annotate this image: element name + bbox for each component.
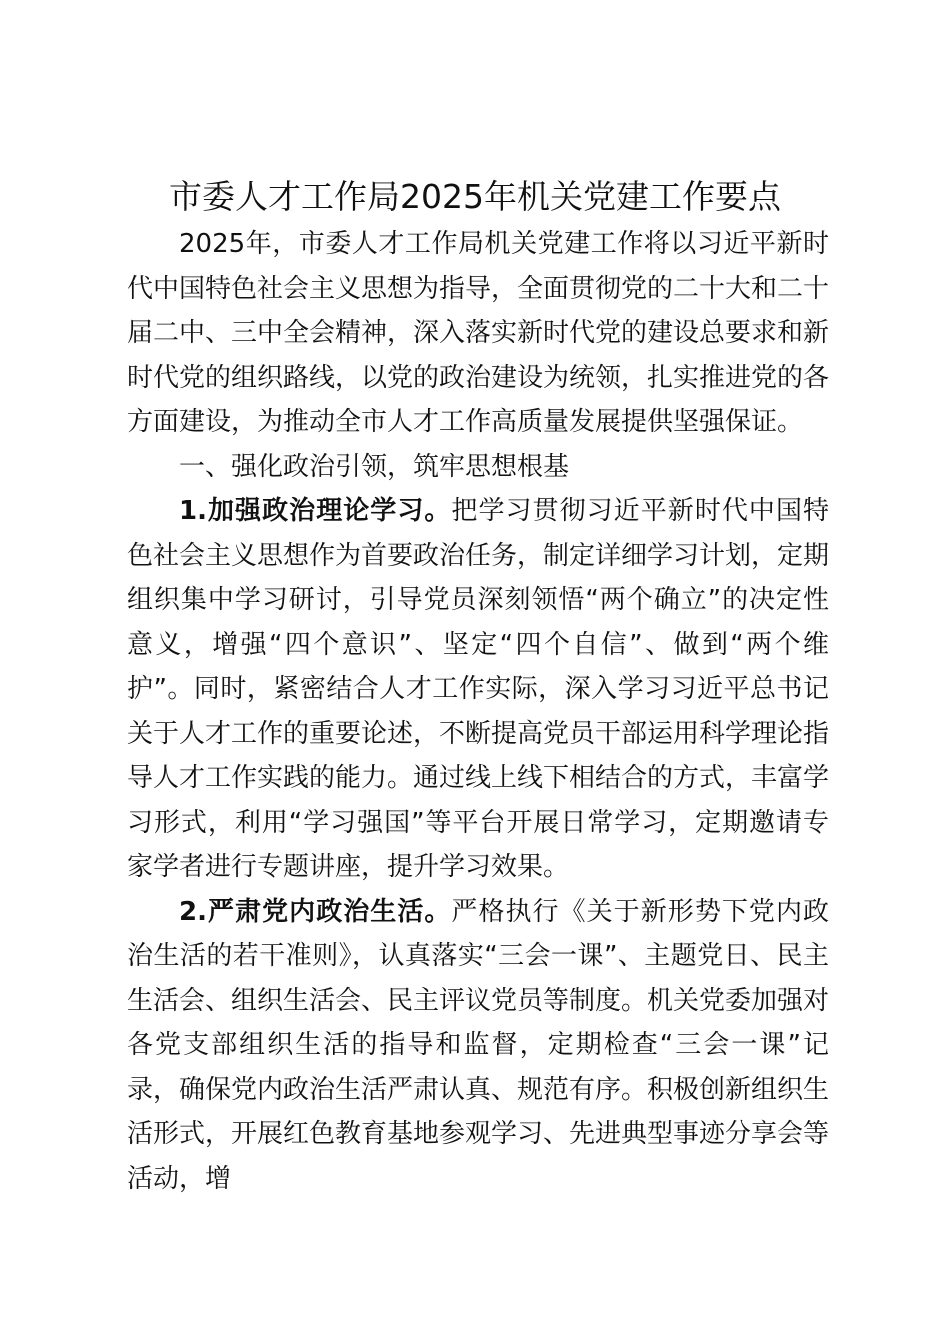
intro-paragraph: 2025年，市委人才工作局机关党建工作将以习近平新时代中国特色社会主义思想为指导，全面贯彻党的二十大和二十届二中、三中全会精神，深入落实新时代党的建设总要求和新时代党的组织路线，以党的政治建设为统领，扎实推进党的各方面建设，为推动全市人才工作高质量发展提供坚强保证。 <box>127 229 830 437</box>
item-paragraph-2 <box>127 890 829 1202</box>
item-lead-2: 2.严肃党内政治生活。 <box>179 896 452 927</box>
item-paragraph-1 <box>127 489 829 890</box>
document-body <box>127 222 829 1201</box>
item-lead-1: 1.加强政治理论学习。 <box>179 496 452 526</box>
item-text-2: 严格执行《关于新形势下党内政治生活的若干准则》，认真落实“三会一课”、主题党日、民主生活会、组织生活会、民主评议党员等制度。机关党委加强对各党支部组织生活的指导和监督，定期检查“三会一课”记录，确保党内政治生活严肃认真、规范有序。积极创新组织生活形式，开展红色教育基地参观学习、先进典型事迹分享会等活动，增 <box>127 896 830 1194</box>
document-title: 市委人才工作局2025年机关党建工作要点 <box>169 177 781 216</box>
section-heading: 一、强化政治引领，筑牢思想根基 <box>179 451 570 482</box>
item-text-1: 把学习贯彻习近平新时代中国特色社会主义思想作为首要政治任务，制定详细学习计划，定期组织集中学习研讨，引导党员深刻领悟“两个确立”的决定性意义，增强“四个意识”、坚定“四个自信”、做到“两个维护”。同时，紧密结合人才工作实际，深入学习习近平总书记关于人才工作的重要论述，不断提高党员干部运用科学理论指导人才工作实践的能力。通过线上线下相结合的方式，丰富学习形式，利用“学习强国”等平台开展日常学习，定期邀请专家学者进行专题讲座，提升学习效果。 <box>127 496 830 882</box>
